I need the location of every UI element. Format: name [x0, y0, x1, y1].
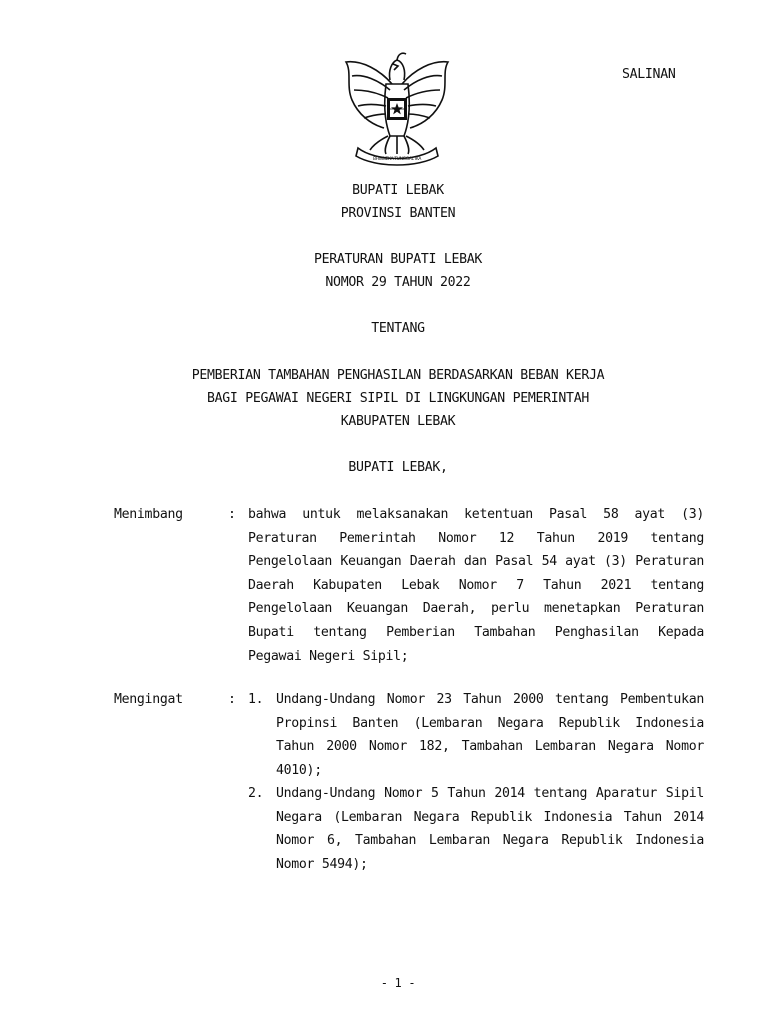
subject-line-2: BAGI PEGAWAI NEGERI SIPIL DI LINGKUNGAN PEMERINTAH	[207, 391, 589, 406]
page-number: - 1 -	[380, 976, 416, 990]
subject-line-3: KABUPATEN LEBAK	[340, 414, 456, 429]
mengingat-colon: :	[228, 692, 236, 707]
menimbang-colon: :	[228, 507, 236, 522]
subject-line-1: PEMBERIAN TAMBAHAN PENGHASILAN BERDASARKAN BEBAN KERJA	[191, 368, 605, 383]
salinan-mark: SALINAN	[622, 67, 676, 82]
mengingat-item-1-number: 1.	[248, 692, 264, 707]
menimbang-text: bahwa untuk melaksanakan ketentuan Pasal 58 ayat (3) Peraturan Pemerintah Nomor 12 Tahun 2019 tentang Pengelolaan Keuangan Daerah dan Pasal 54 ayat (3) Peraturan Daerah Kabupaten Lebak Nomor 7 Tahun 2021 tentang Pengelolaan Keuangan Daerah, perlu menetapkan Peraturan Bupati tentang Pemberian Tambahan Penghasilan Kepada Pegawai Negeri Sipil;	[248, 507, 704, 664]
province-title: PROVINSI BANTEN	[340, 206, 456, 221]
emblem-motto: BHINNEKA TUNGGAL IKA	[372, 157, 422, 162]
mengingat-item-2-number: 2.	[248, 786, 264, 801]
regulation-title: PERATURAN BUPATI LEBAK	[313, 252, 483, 267]
regulation-number: NOMOR 29 TAHUN 2022	[325, 275, 471, 290]
about-heading: TENTANG	[371, 321, 425, 336]
enacting-authority: BUPATI LEBAK,	[348, 460, 448, 475]
menimbang-label: Menimbang	[114, 507, 183, 522]
issuer-title: BUPATI LEBAK	[352, 183, 444, 198]
mengingat-item-2-text: Undang-Undang Nomor 5 Tahun 2014 tentang Aparatur Sipil Negara (Lembaran Negara Republik Indonesia Tahun 2014 Nomor 6, Tambahan Lembaran Negara Republik Indonesia Nomor 5494);	[276, 786, 704, 872]
mengingat-item-1-text: Undang-Undang Nomor 23 Tahun 2000 tentang Pembentukan Propinsi Banten (Lembaran Negara Republik Indonesia Tahun 2000 Nomor 182, Tambahan Lembaran Negara Nomor 4010);	[276, 692, 704, 778]
mengingat-label: Mengingat	[114, 692, 183, 707]
garuda-pancasila-emblem	[340, 40, 454, 168]
